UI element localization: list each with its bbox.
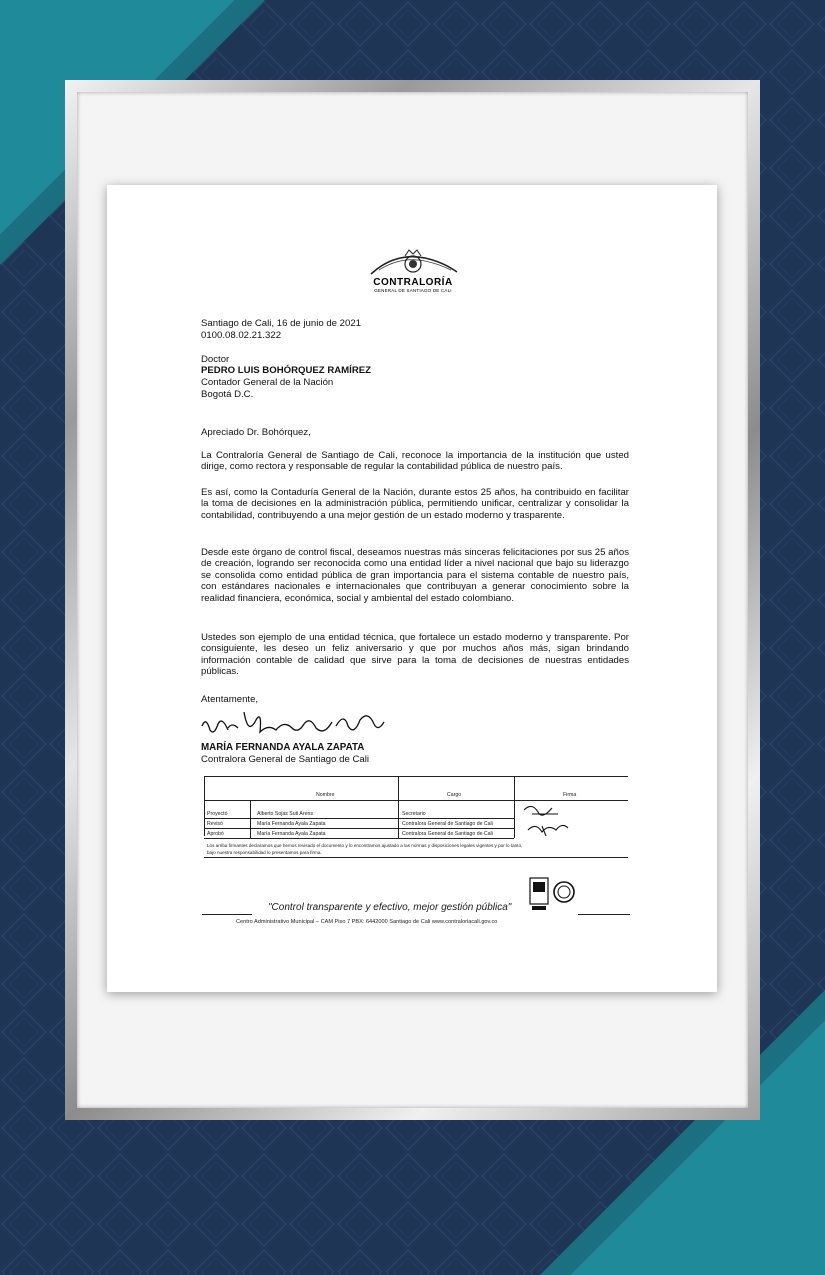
disclaimer-line-1: Los arriba firmantes declaramos que hemos revisado el documento y lo encontramos ajustado a las normas y disposiciones legales vigentes y por lo tanto, — [207, 843, 523, 848]
body-paragraph-1: La Contraloría General de Santiago de Cali, reconoce la importancia de la institución que usted dirige, como rectora y responsable de regular la contabilidad pública de nuestro país. — [201, 450, 629, 473]
handwritten-signature-icon — [198, 706, 388, 746]
row-label-aprobo: Aprobó — [207, 831, 224, 837]
body-paragraph-3: Desde este órgano de control fiscal, deseamos nuestras más sinceras felicitaciones por sus 25 años de creación, logrando ser reconocida como una entidad líder a nivel nacional que bajo su liderazgo se consolida como entidad pública de gran importancia para el sistema contable de nuestro país, con estándares nacionales e internacionales que contribuyan a generar conocimiento sobre la realidad financiera, económica, social y ambiental del estado colombiano. — [201, 547, 629, 604]
recipient-name: PEDRO LUIS BOHÓRQUEZ RAMÍREZ — [201, 365, 372, 376]
logo-subtitle: GENERAL DE SANTIAGO DE CALI — [374, 288, 452, 293]
body-paragraph-2: Es así, como la Contaduría General de la Nación, durante estos 25 años, ha contribuido en facilitar la toma de decisiones en la administración pública, permitiendo unificar, centralizar y consolidar la contabilidad, contribuyendo a una mejor gestión de un estado moderno y trasparente. — [201, 487, 629, 521]
row-name-aprobo: María Fernanda Ayala Zapata — [257, 831, 326, 837]
col-firma-header: Firma — [563, 792, 577, 798]
recipient-position: Contador General de la Nación — [201, 377, 334, 388]
footer-slogan: "Control transparente y efectivo, mejor gestión pública" — [268, 902, 512, 913]
certification-seals-icon — [528, 876, 578, 912]
disclaimer-line-2: bajo nuestra responsabilidad lo presentamos para firma. — [207, 850, 322, 855]
initials-signature-icon — [518, 800, 608, 840]
signer-position: Contralora General de Santiago de Cali — [201, 754, 369, 765]
logo-title: CONTRALORÍA — [373, 277, 453, 288]
col-nombre-header: Nombre — [316, 792, 335, 798]
recipient-city: Bogotá D.C. — [201, 389, 254, 400]
body-paragraph-4: Ustedes son ejemplo de una entidad técnica, que fortalece un estado moderno y transparente. Por consiguiente, les deseo un feliz aniversario y que por muchos años más, sigan brindando información contable de calidad que sirve para la toma de decisiones de nuestras entidades públicas. — [201, 632, 629, 678]
salutation: Apreciado Dr. Bohórquez, — [201, 427, 311, 438]
logo-emblem-icon — [365, 248, 461, 278]
row-name-reviso: María Fernanda Ayala Zapata — [257, 821, 326, 827]
signer-name: MARÍA FERNANDA AYALA ZAPATA — [201, 742, 365, 753]
contraloria-logo — [358, 248, 468, 303]
row-name-proyecto: Alberto Sojas Suti Arens — [257, 811, 313, 817]
row-label-reviso: Revisó — [207, 821, 223, 827]
row-label-proyecto: Proyectó — [207, 811, 228, 817]
reference-number: 0100.08.02.21.322 — [201, 330, 282, 341]
place-date: Santiago de Cali, 16 de junio de 2021 — [201, 318, 362, 329]
row-cargo-reviso: Contralora General de Santiago de Cali — [402, 821, 493, 827]
col-cargo-header: Cargo — [447, 792, 462, 798]
closing: Atentamente, — [201, 694, 259, 705]
row-cargo-aprobo: Contralora General de Santiago de Cali — [402, 831, 493, 837]
recipient-title: Doctor — [201, 354, 230, 365]
row-cargo-proyecto: Secretario — [402, 811, 426, 817]
footer-address: Centro Administrativo Municipal – CAM Piso 7 PBX: 6442000 Santiago de Cali www.contraloriacali.gov.co — [236, 919, 498, 925]
